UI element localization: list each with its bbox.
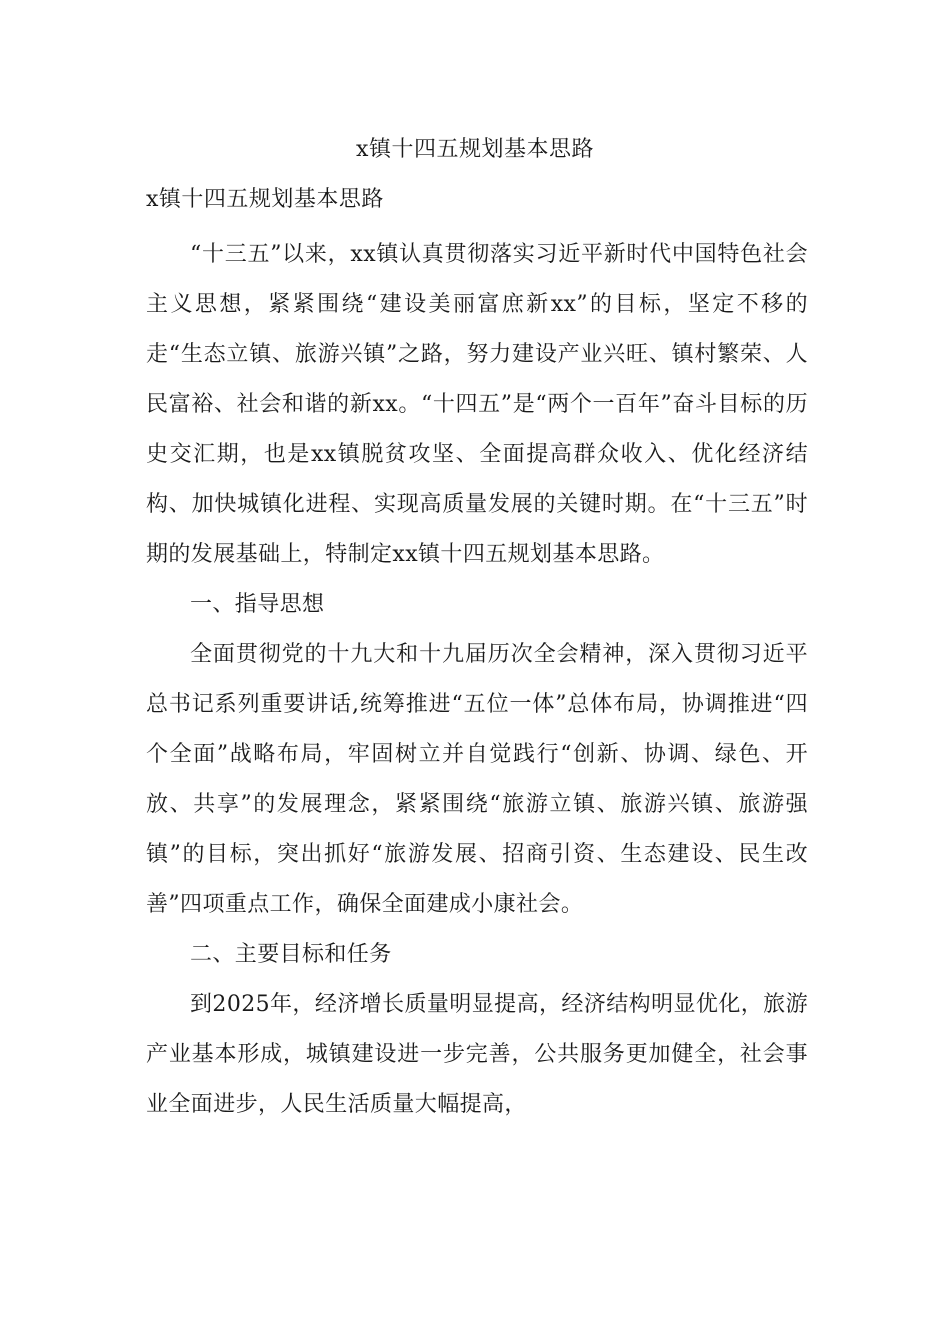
intro-paragraph: “十三五”以来，xx镇认真贯彻落实习近平新时代中国特色社会主义思想，紧紧围绕“建设美丽富庶新xx”的目标，坚定不移的走“生态立镇、旅游兴镇”之路，努力建设产业兴旺、镇村繁荣、人民富裕、社会和谐的新xx。“十四五”是“两个一百年”奋斗目标的历史交汇期，也是xx镇脱贫攻坚、全面提高群众收入、优化经济结构、加快城镇化进程、实现高质量发展的关键时期。在“十三五”时期的发展基础上，特制定xx镇十四五规划基本思路。 [146,242,808,567]
document-subtitle: x镇十四五规划基本思路 [146,187,384,212]
section-heading-guiding-ideology: 一、指导思想 [190,592,325,617]
section-heading-main-goals: 二、主要目标和任务 [190,942,392,967]
document-body [146,230,808,1130]
main-goals-paragraph: 到2025年，经济增长质量明显提高，经济结构明显优化，旅游产业基本形成，城镇建设进一步完善，公共服务更加健全，社会事业全面进步，人民生活质量大幅提高， [146,992,808,1117]
guiding-ideology-paragraph: 全面贯彻党的十九大和十九届历次全会精神，深入贯彻习近平总书记系列重要讲话,统筹推进“五位一体”总体布局，协调推进“四个全面”战略布局，牢固树立并自觉践行“创新、协调、绿色、开放、共享”的发展理念，紧紧围绕“旅游立镇、旅游兴镇、旅游强镇”的目标，突出抓好“旅游发展、招商引资、生态建设、民生改善”四项重点工作，确保全面建成小康社会。 [146,642,808,917]
document-title: x镇十四五规划基本思路 [356,137,594,162]
